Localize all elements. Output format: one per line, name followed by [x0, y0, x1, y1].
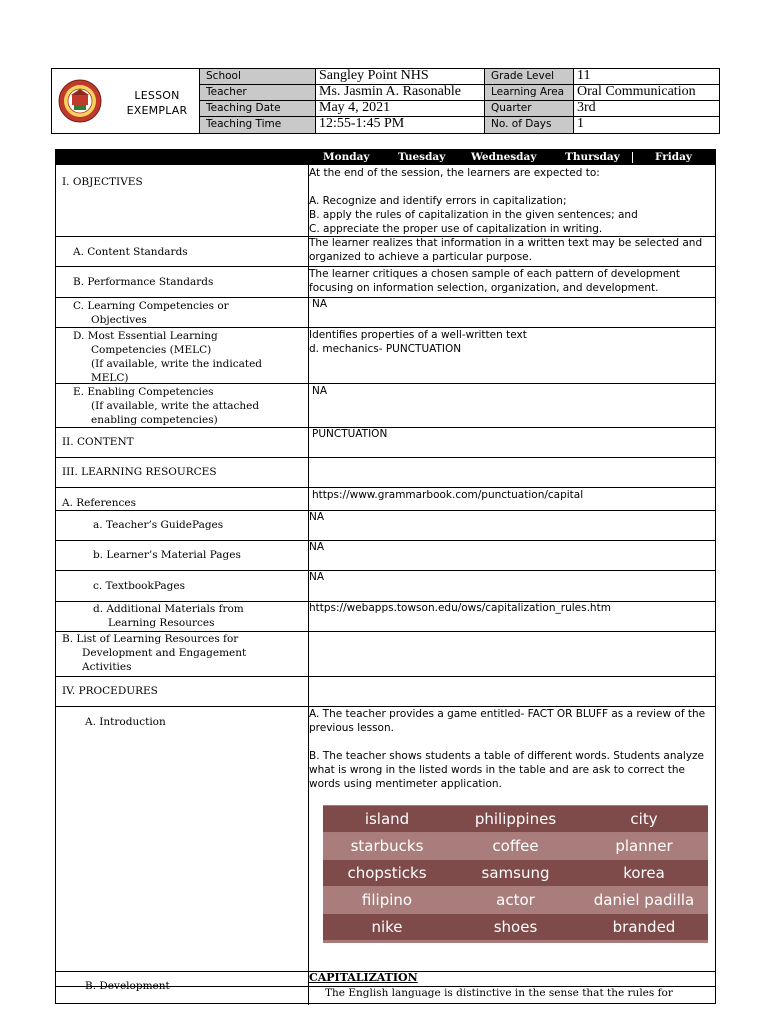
school-label: School: [199, 68, 316, 85]
references-label: A. References: [62, 497, 136, 509]
word-table-cell: filipino: [361, 891, 413, 909]
objectives-label: I. OBJECTIVES: [62, 176, 143, 188]
references-text: https://www.grammarbook.com/punctuation/capital: [312, 489, 584, 501]
word-table-cell: city: [630, 810, 658, 828]
school-seal-icon: [58, 79, 102, 123]
quarter-label: Quarter: [484, 100, 574, 117]
additional-materials-label: d. Additional Materials from Learning Resources: [93, 603, 244, 629]
learners-material-label: b. Learner’s Material Pages: [93, 549, 241, 561]
performance-standards-text: The learner critiques a chosen sample of each pattern of development focusing on information selection, organization, and development.: [309, 268, 684, 294]
word-table-cell: samsung: [481, 864, 550, 882]
development-label: B. Development: [85, 980, 170, 992]
melc-label: D. Most Essential Learning Competencies (MELC) (If available, write the indicated MELC): [73, 330, 263, 384]
days-header: [56, 150, 715, 165]
word-table-cell: daniel padilla: [593, 891, 695, 909]
textbook-label: c. TextbookPages: [93, 580, 186, 592]
row-divider: [56, 676, 715, 677]
teacher-value: Ms. Jasmin A. Rasonable: [315, 84, 485, 101]
lesson-header: [51, 68, 720, 134]
day-separator: [632, 152, 633, 163]
content-label: II. CONTENT: [62, 436, 134, 448]
word-table-row: [323, 860, 708, 886]
word-table-cell: chopsticks: [347, 864, 427, 882]
no-of-days-label: No. of Days: [484, 116, 574, 134]
day-thursday: Thursday: [565, 151, 620, 163]
teachers-guide-label: a. Teacher’s GuidePages: [93, 519, 224, 531]
melc-text: Identifies properties of a well-written text d. mechanics- PUNCTUATION: [309, 329, 527, 355]
learning-competencies-text: NA: [312, 298, 328, 310]
word-table: [323, 805, 708, 943]
list-resources-label: B. List of Learning Resources for Development and Engagement Activities: [62, 633, 247, 673]
grade-level-value: 11: [573, 68, 720, 85]
word-table-cell: coffee: [492, 837, 539, 855]
introduction-text: A. The teacher provides a game entitled- FACT OR BLUFF as a review of the previous lesson. B. The teacher shows students a table of different words. Students analyze what is wrong in the listed words in the table and are ask to correct the words using mentimeter application.: [309, 708, 706, 790]
word-table-cell: shoes: [493, 918, 538, 936]
no-of-days-value: 1: [573, 116, 720, 134]
learning-competencies-label: C. Learning Competencies or Objectives: [73, 300, 229, 326]
word-table-cell: starbucks: [350, 837, 424, 855]
word-table-cell: nike: [371, 918, 403, 936]
lesson-table: [55, 149, 716, 1004]
word-table-row: [323, 887, 708, 913]
day-monday: Monday: [323, 151, 370, 163]
day-tuesday: Tuesday: [398, 151, 446, 163]
development-heading: CAPITALIZATION: [309, 971, 418, 984]
lesson-exemplar-title: LESSON EXEMPLAR: [126, 89, 188, 117]
word-table-cell: korea: [623, 864, 665, 882]
word-table-row: [323, 806, 708, 832]
content-standards-label: A. Content Standards: [73, 246, 188, 258]
additional-materials-text: https://webapps.towson.edu/ows/capitalization_rules.htm: [309, 602, 611, 614]
day-friday: Friday: [655, 151, 693, 163]
learners-material-text: NA: [309, 541, 325, 553]
quarter-value: 3rd: [573, 100, 720, 117]
introduction-label: A. Introduction: [85, 716, 166, 728]
learning-area-value: Oral Communication: [573, 84, 720, 101]
teachers-guide-text: NA: [309, 511, 325, 523]
teacher-label: Teacher: [199, 84, 316, 101]
word-table-cell: island: [364, 810, 410, 828]
teaching-time-label: Teaching Time: [199, 116, 316, 134]
enabling-competencies-label: E. Enabling Competencies (If available, write the attached enabling competencies): [73, 386, 260, 426]
word-table-row: [323, 833, 708, 859]
performance-standards-label: B. Performance Standards: [73, 276, 214, 288]
word-table-cell: planner: [615, 837, 673, 855]
teaching-time-value: 12:55-1:45 PM: [315, 116, 485, 134]
word-table-cell: branded: [612, 918, 676, 936]
row-divider: [56, 457, 715, 458]
enabling-competencies-text: NA: [312, 385, 328, 397]
content-text: PUNCTUATION: [312, 428, 388, 440]
objectives-text: At the end of the session, the learners are expected to: A. Recognize and identify errors in capitalization; B. apply the rules of capitalization in the given sentences; and C. appreciate the proper use of capitalization in writing.: [309, 167, 638, 235]
development-text: The English language is distinctive in the sense that the rules for: [325, 987, 673, 999]
teaching-date-value: May 4, 2021: [315, 100, 485, 117]
word-table-row: [323, 914, 708, 940]
content-standards-text: The learner realizes that information in a written text may be selected and organized to achieve a particular purpose.: [309, 237, 706, 263]
procedures-label: IV. PROCEDURES: [62, 685, 158, 697]
textbook-text: NA: [309, 571, 325, 583]
learning-area-label: Learning Area: [484, 84, 574, 101]
word-table-cell: actor: [496, 891, 535, 909]
word-table-cell: philippines: [474, 810, 557, 828]
grade-level-label: Grade Level: [484, 68, 574, 85]
teaching-date-label: Teaching Date: [199, 100, 316, 117]
learning-resources-label: III. LEARNING RESOURCES: [62, 466, 217, 478]
day-wednesday: Wednesday: [471, 151, 537, 163]
school-value: Sangley Point NHS: [315, 68, 485, 85]
